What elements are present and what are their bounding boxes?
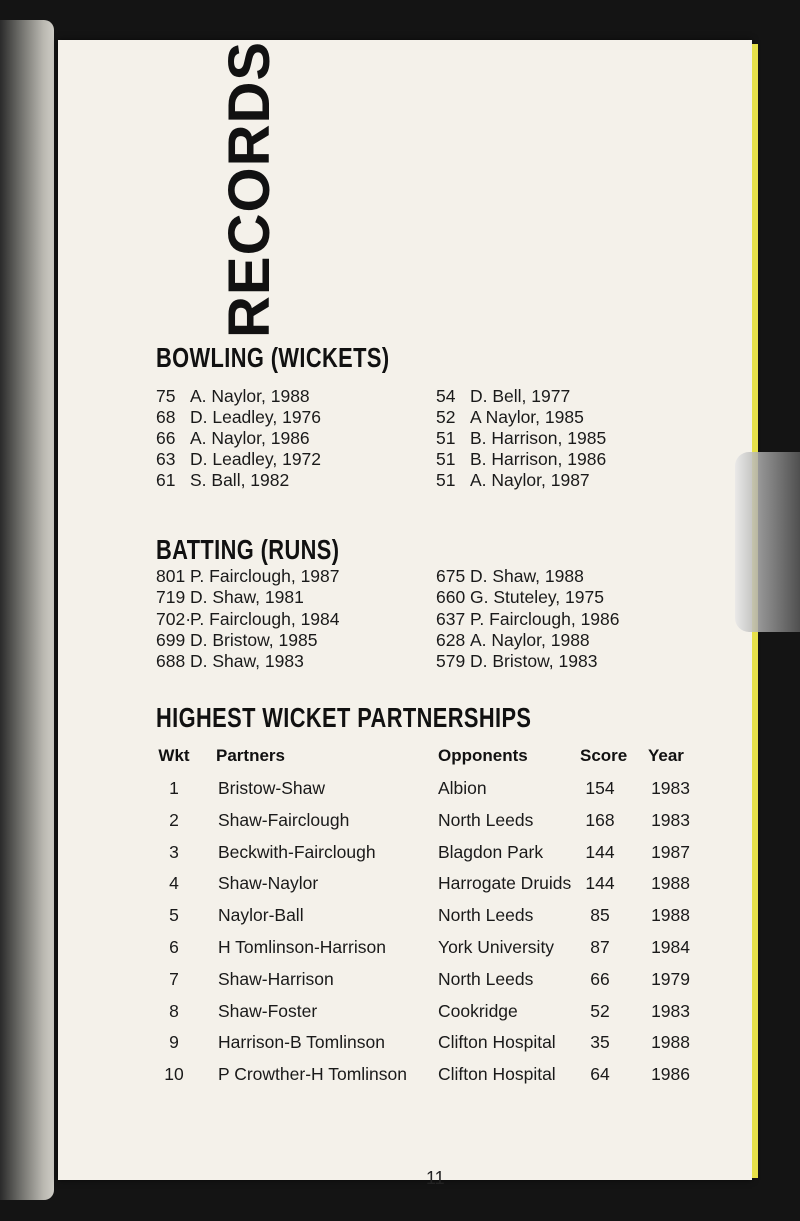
- record-value: 51: [436, 449, 456, 469]
- score-cell: 168: [585, 809, 615, 830]
- book-page: [58, 40, 752, 1188]
- record-entry: [436, 651, 597, 672]
- opponents-cell: York University: [438, 937, 555, 957]
- record-value: 702·: [156, 608, 192, 629]
- partners-cell: Shaw-Harrison: [218, 968, 334, 989]
- record-value: 63: [156, 449, 176, 469]
- record-entry: [436, 630, 590, 651]
- record-value: 628: [436, 629, 466, 650]
- record-holder: D. Shaw, 1983: [190, 651, 304, 672]
- record-value: 579: [436, 651, 466, 672]
- record-holder: D. Bristow, 1985: [190, 629, 318, 650]
- record-holder: A. Naylor, 1986: [190, 428, 310, 448]
- record-holder: A Naylor, 1985: [470, 407, 584, 427]
- record-entry: [156, 587, 304, 608]
- year-cell: 1983: [651, 809, 690, 830]
- record-holder: D. Shaw, 1981: [190, 587, 304, 608]
- record-value: 699: [156, 629, 186, 650]
- record-entry: [436, 449, 606, 470]
- score-cell: 52: [590, 1000, 610, 1021]
- record-holder: B. Harrison, 1986: [470, 449, 607, 469]
- record-value: 61: [156, 470, 176, 490]
- record-holder: P. Fairclough, 1987: [190, 566, 340, 586]
- record-entry: [156, 470, 289, 491]
- record-value: 52: [436, 407, 456, 427]
- record-entry: [156, 566, 340, 587]
- wicket-number: 4: [169, 873, 179, 894]
- record-entry: [436, 566, 584, 587]
- year-cell: 1988: [651, 905, 690, 926]
- year-cell: 1988: [651, 1032, 690, 1053]
- partners-cell: Beckwith-Fairclough: [218, 841, 376, 862]
- adjacent-page-edge: [0, 20, 54, 1200]
- partners-cell: Shaw-Foster: [218, 1000, 318, 1021]
- header-partners: Partners: [216, 746, 285, 765]
- page-clip: [735, 452, 800, 632]
- record-value: 675: [436, 566, 466, 586]
- partners-cell: Harrison-B Tomlinson: [218, 1032, 385, 1053]
- wicket-number: 6: [169, 937, 179, 957]
- partners-cell: H Tomlinson-Harrison: [218, 937, 386, 957]
- record-entry: [156, 428, 310, 449]
- year-cell: 1986: [651, 1064, 690, 1085]
- record-value: 688: [156, 651, 186, 672]
- record-value: 660: [436, 587, 466, 608]
- record-holder: D. Bell, 1977: [470, 386, 571, 406]
- record-entry: [156, 651, 304, 672]
- year-cell: 1983: [651, 1000, 690, 1021]
- record-entry: [436, 609, 620, 630]
- record-holder: A. Naylor, 1987: [470, 470, 590, 490]
- opponents-cell: North Leeds: [438, 809, 534, 830]
- record-holder: A. Naylor, 1988: [470, 629, 590, 650]
- partners-cell: Naylor-Ball: [218, 905, 304, 926]
- record-entry: [156, 407, 321, 428]
- page-number: 11: [426, 1168, 445, 1188]
- record-value: 637: [436, 608, 466, 629]
- partners-cell: Shaw-Fairclough: [218, 809, 350, 830]
- record-value: 51: [436, 428, 456, 448]
- wicket-number: 2: [169, 809, 179, 830]
- partnerships-heading: HIGHEST WICKET PARTNERSHIPS: [156, 702, 532, 733]
- record-holder: G. Stuteley, 1975: [470, 587, 604, 608]
- year-cell: 1987: [651, 841, 690, 862]
- header-wkt: Wkt: [158, 746, 190, 765]
- record-value: 68: [156, 407, 176, 427]
- wicket-number: 1: [169, 778, 179, 798]
- wicket-number: 3: [169, 841, 179, 862]
- opponents-cell: North Leeds: [438, 905, 534, 926]
- record-holder: P. Fairclough, 1984: [190, 608, 340, 629]
- record-entry: [436, 407, 584, 428]
- record-holder: D. Leadley, 1972: [190, 449, 322, 469]
- page-title: RECORDS: [217, 40, 282, 338]
- batting-heading: BATTING (RUNS): [156, 534, 340, 565]
- record-value: 66: [156, 428, 176, 448]
- partners-cell: Bristow-Shaw: [218, 778, 325, 798]
- year-cell: 1983: [651, 778, 690, 798]
- year-cell: 1984: [651, 937, 690, 957]
- record-holder: D. Bristow, 1983: [470, 651, 598, 672]
- score-cell: 85: [590, 905, 610, 926]
- wicket-number: 10: [164, 1064, 184, 1085]
- opponents-cell: North Leeds: [438, 968, 534, 989]
- record-holder: D. Leadley, 1976: [190, 407, 322, 427]
- header-score: Score: [580, 746, 628, 765]
- record-holder: B. Harrison, 1985: [470, 428, 607, 448]
- year-cell: 1979: [651, 968, 690, 989]
- record-entry: [436, 386, 570, 407]
- record-holder: D. Shaw, 1988: [470, 566, 584, 586]
- record-value: 54: [436, 386, 456, 406]
- opponents-cell: Blagdon Park: [438, 841, 544, 862]
- score-cell: 64: [590, 1064, 610, 1085]
- wicket-number: 9: [169, 1032, 179, 1053]
- record-value: 51: [436, 470, 456, 490]
- score-cell: 66: [590, 968, 610, 989]
- record-holder: S. Ball, 1982: [190, 470, 290, 490]
- partners-cell: P Crowther-H Tomlinson: [218, 1064, 408, 1085]
- record-holder: P. Fairclough, 1986: [470, 608, 620, 629]
- record-value: 75: [156, 386, 176, 406]
- record-entry: [156, 609, 340, 630]
- opponents-cell: Clifton Hospital: [438, 1032, 556, 1053]
- score-cell: 154: [585, 778, 615, 798]
- score-cell: 35: [590, 1032, 610, 1053]
- record-holder: A. Naylor, 1988: [190, 386, 310, 406]
- year-cell: 1988: [651, 873, 690, 894]
- score-cell: 87: [590, 937, 610, 957]
- record-entry: [156, 386, 310, 407]
- record-entry: [436, 587, 604, 608]
- record-value: 801: [156, 566, 186, 586]
- wicket-number: 8: [169, 1000, 179, 1021]
- record-entry: [436, 470, 590, 491]
- opponents-cell: Albion: [438, 778, 487, 798]
- record-entry: [436, 428, 606, 449]
- opponents-cell: Harrogate Druids: [438, 873, 572, 894]
- opponents-cell: Clifton Hospital: [438, 1064, 556, 1085]
- header-opponents: Opponents: [438, 746, 528, 765]
- wicket-number: 5: [169, 905, 179, 926]
- partners-cell: Shaw-Naylor: [218, 873, 319, 894]
- score-cell: 144: [585, 873, 615, 894]
- record-entry: [156, 449, 321, 470]
- record-entry: [156, 630, 317, 651]
- opponents-cell: Cookridge: [438, 1000, 518, 1021]
- bowling-heading: BOWLING (WICKETS): [156, 342, 390, 373]
- header-year: Year: [648, 746, 684, 765]
- score-cell: 144: [585, 841, 615, 862]
- record-value: 719: [156, 587, 186, 608]
- wicket-number: 7: [169, 968, 179, 989]
